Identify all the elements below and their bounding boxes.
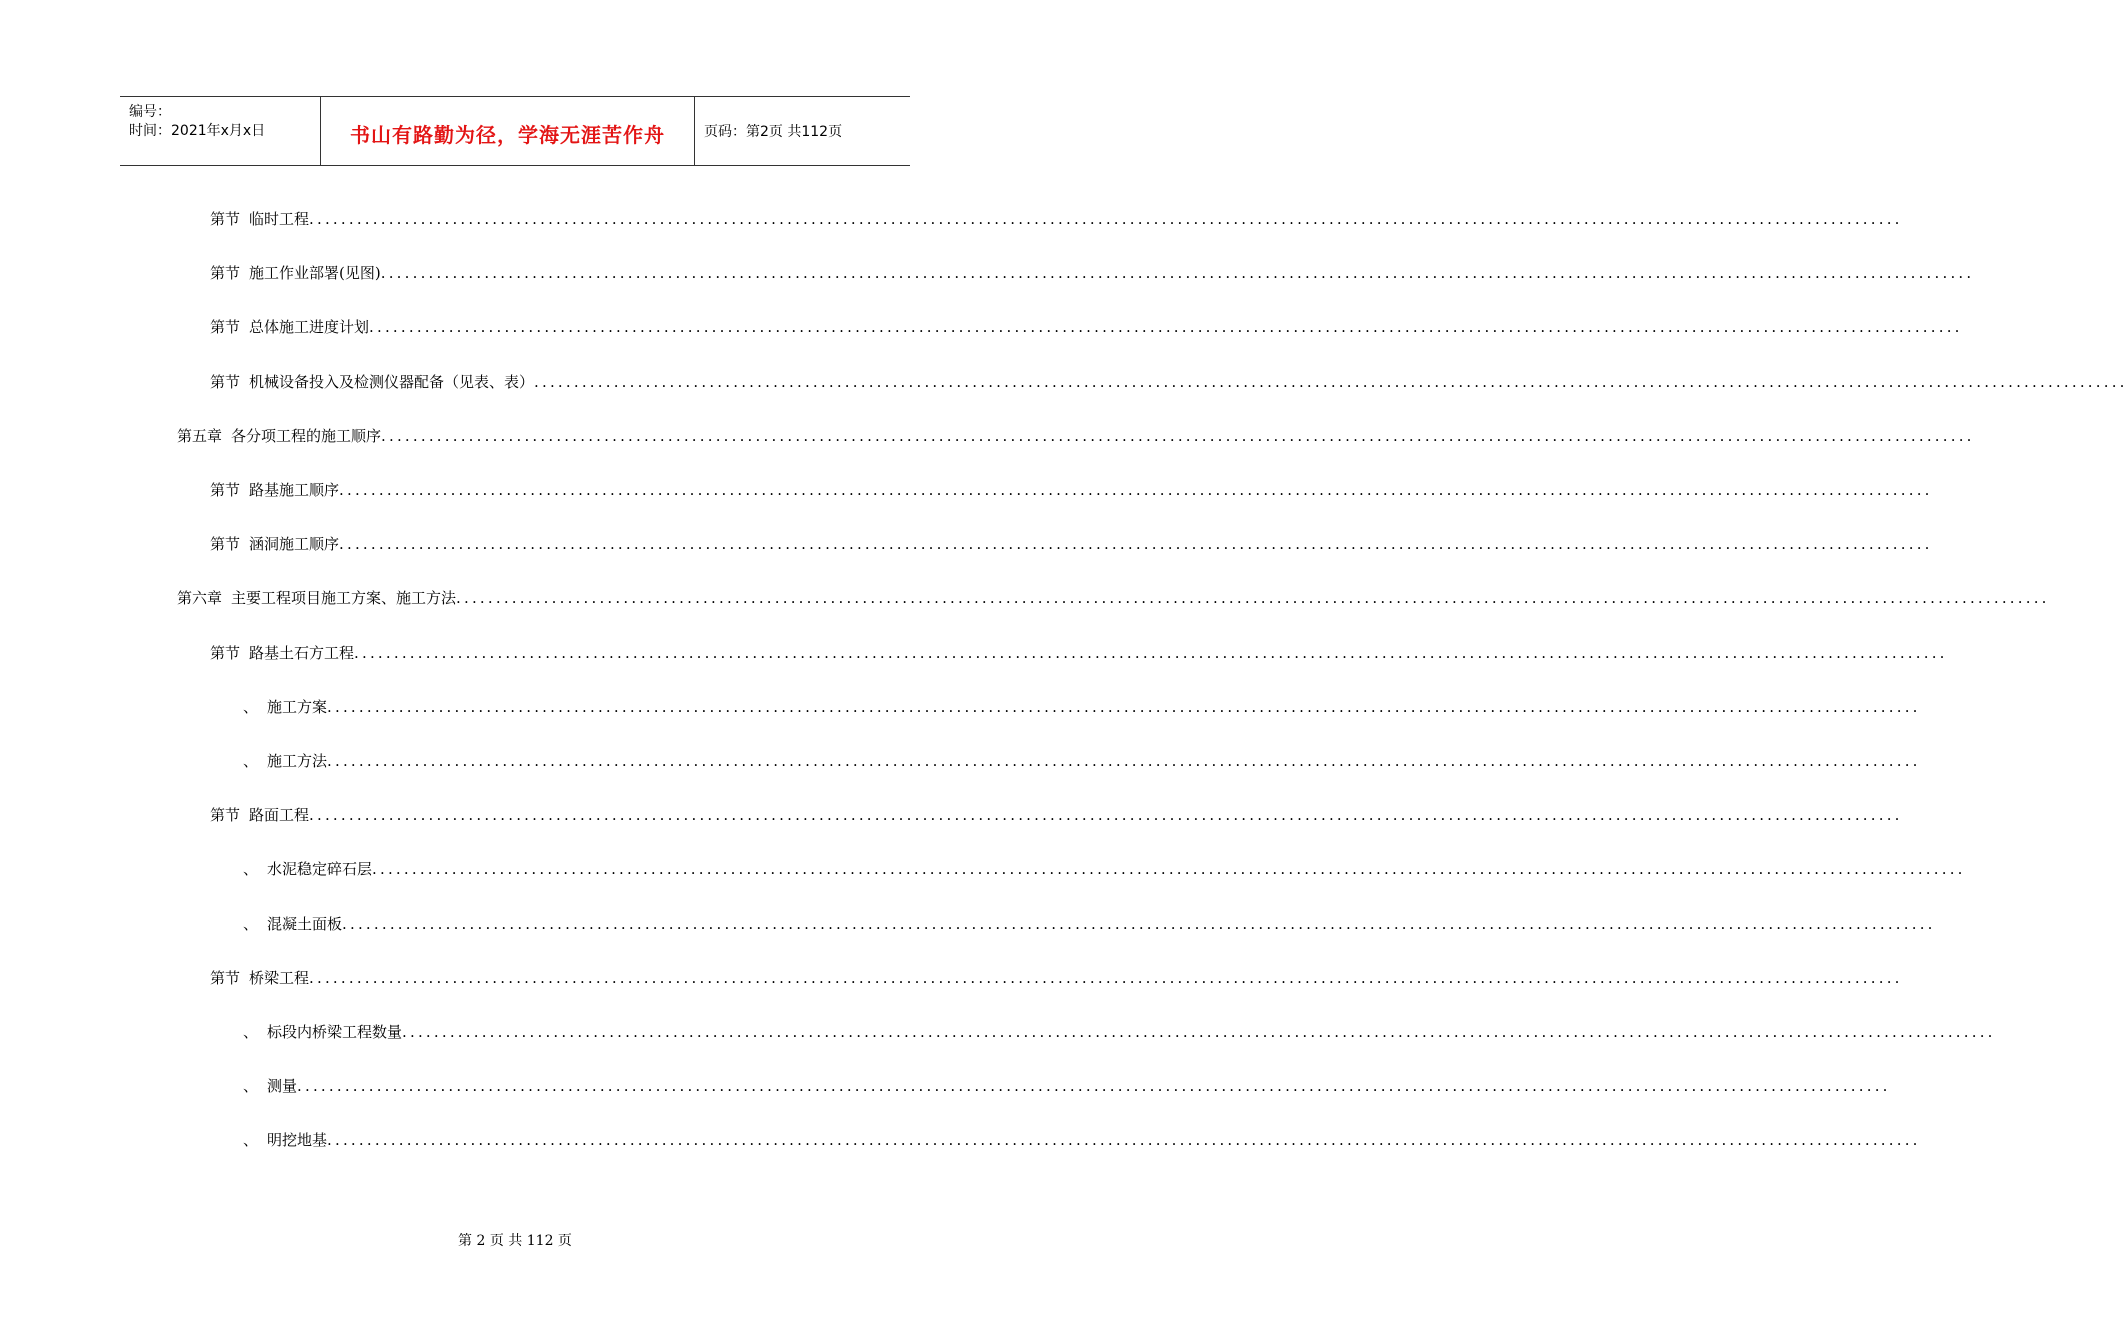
toc-entry-label bbox=[243, 1129, 327, 1150]
toc-entry bbox=[210, 804, 1903, 826]
toc-entry-title: 施工方法 bbox=[267, 752, 328, 770]
header-page-cell bbox=[695, 97, 910, 165]
toc-entry-title: 施工方案 bbox=[267, 697, 328, 716]
page-footer: 第 2 页 共 112 页 bbox=[458, 1233, 572, 1249]
toc-entry-prefix: 第节 bbox=[210, 372, 241, 391]
toc-entry-title: 路面工程 bbox=[249, 806, 310, 825]
toc-entry-title: 水泥稳定碎石层 bbox=[267, 860, 373, 879]
toc-entry bbox=[177, 587, 2050, 609]
toc-entry-prefix: 、 bbox=[243, 1131, 259, 1150]
toc-entry bbox=[210, 208, 1903, 230]
toc-entry-title: 机械设备投入及检测仪器配备（见表、表） bbox=[249, 372, 535, 391]
header-motto-cell bbox=[321, 97, 695, 165]
toc-entry-label bbox=[210, 967, 309, 988]
toc-entry-label bbox=[210, 208, 309, 229]
toc-entry bbox=[243, 913, 1936, 935]
toc-entry-prefix: 第五章 bbox=[177, 426, 223, 445]
document-time-label: 时间：2021年x月x日 bbox=[129, 123, 266, 139]
toc-entry-label bbox=[243, 696, 327, 717]
toc-entry bbox=[243, 1075, 1891, 1097]
toc-entry-label bbox=[243, 858, 372, 879]
toc-entry-prefix: 、 bbox=[243, 1077, 259, 1096]
toc-entry bbox=[210, 967, 1903, 989]
toc-entry bbox=[177, 425, 1975, 447]
toc-entry-label bbox=[243, 913, 342, 934]
toc-dot-leader: ........................................................................................................................................................................................................ bbox=[402, 1023, 1996, 1041]
toc-entry-prefix: 第节 bbox=[210, 806, 241, 825]
toc-entry bbox=[243, 1021, 1996, 1043]
toc-dot-leader: ........................................................................................................................................................................................................ bbox=[297, 1077, 1891, 1096]
toc-entry-prefix: 第节 bbox=[210, 318, 241, 337]
toc-entry-label bbox=[210, 642, 354, 663]
toc-entry-prefix: 第节 bbox=[210, 968, 241, 987]
toc-entry bbox=[210, 642, 1948, 664]
toc-entry bbox=[243, 1129, 1921, 1151]
toc-entry-label bbox=[210, 371, 534, 392]
toc-entry-title: 各分项工程的施工顺序 bbox=[231, 426, 382, 445]
header-meta-cell bbox=[120, 97, 321, 165]
toc-entry-label bbox=[210, 804, 309, 825]
header-page-info: 页码：第2页 共112页 bbox=[704, 124, 843, 140]
toc-entry-label bbox=[177, 587, 456, 608]
header-motto: 书山有路勤为径，学海无涯苦作舟 bbox=[350, 122, 665, 147]
toc-dot-leader: ........................................................................................................................................................................................................ bbox=[327, 1131, 1921, 1150]
toc-entry bbox=[210, 371, 2128, 393]
toc-entry-prefix: 、 bbox=[243, 697, 259, 716]
toc-dot-leader: ........................................................................................................................................................................................................ bbox=[327, 697, 1921, 716]
toc-dot-leader: ........................................................................................................................................................................................................ bbox=[381, 426, 1975, 445]
toc-entry-label bbox=[243, 750, 327, 771]
toc-entry-prefix: 、 bbox=[243, 752, 259, 770]
toc-entry-title: 总体施工进度计划 bbox=[249, 318, 370, 337]
toc-entry bbox=[243, 750, 1921, 772]
toc-entry-title: 施工作业部署(见图) bbox=[249, 264, 381, 283]
toc-entry-prefix: 第节 bbox=[210, 264, 241, 283]
toc-dot-leader: ........................................................................................................................................................................................................ bbox=[354, 643, 1948, 662]
toc-dot-leader: ........................................................................................................................................................................................................ bbox=[380, 264, 1975, 283]
document-number-label: 编号： bbox=[129, 104, 171, 120]
toc-entry-prefix: 、 bbox=[243, 860, 259, 879]
toc-entry bbox=[210, 479, 1933, 501]
toc-entry-label bbox=[210, 479, 339, 500]
toc-entry-title: 测量 bbox=[267, 1077, 298, 1096]
toc-entry-title: 桥梁工程 bbox=[249, 968, 310, 987]
toc-entry-title: 混凝土面板 bbox=[267, 914, 343, 933]
toc-entry-title: 标段内桥梁工程数量 bbox=[267, 1023, 403, 1041]
toc-entry-label bbox=[243, 1021, 402, 1042]
toc-dot-leader: ........................................................................................................................................................................................................ bbox=[309, 210, 1903, 228]
toc-entry-prefix: 第节 bbox=[210, 643, 241, 662]
toc-entry-label bbox=[210, 316, 369, 337]
toc-dot-leader: ........................................................................................................................................................................................................ bbox=[534, 372, 2128, 391]
toc-entry-label bbox=[177, 425, 381, 446]
toc-dot-leader: ........................................................................................................................................................................................................ bbox=[339, 481, 1933, 499]
toc-entry bbox=[243, 696, 1921, 718]
toc-dot-leader: ........................................................................................................................................................................................................ bbox=[372, 860, 1966, 879]
toc-entry-title: 路基土石方工程 bbox=[249, 643, 355, 662]
page-header bbox=[120, 96, 910, 166]
toc-entry-label bbox=[243, 1075, 297, 1096]
toc-entry-title: 路基施工顺序 bbox=[249, 481, 340, 499]
toc-dot-leader: ........................................................................................................................................................................................................ bbox=[309, 968, 1903, 987]
toc-entry-prefix: 第节 bbox=[210, 210, 241, 228]
toc-entry-title: 临时工程 bbox=[249, 210, 310, 228]
toc-entry-title: 主要工程项目施工方案、施工方法 bbox=[231, 589, 457, 608]
toc-entry bbox=[210, 316, 1963, 338]
toc-entry-title: 涵洞施工顺序 bbox=[249, 535, 340, 554]
toc-entry-prefix: 、 bbox=[243, 914, 259, 933]
toc-dot-leader: ........................................................................................................................................................................................................ bbox=[327, 752, 1921, 770]
toc-entry-label bbox=[210, 262, 381, 283]
toc-dot-leader: ........................................................................................................................................................................................................ bbox=[309, 806, 1903, 825]
toc-dot-leader: ........................................................................................................................................................................................................ bbox=[342, 914, 1936, 933]
toc-entry-prefix: 第六章 bbox=[177, 589, 223, 608]
toc-entry bbox=[243, 858, 1966, 880]
toc-entry-label bbox=[210, 533, 339, 554]
toc-entry bbox=[210, 533, 1933, 555]
toc-dot-leader: ........................................................................................................................................................................................................ bbox=[369, 318, 1963, 337]
toc-entry-prefix: 第节 bbox=[210, 481, 241, 499]
toc-entry-prefix: 第节 bbox=[210, 535, 241, 554]
toc-entry-prefix: 、 bbox=[243, 1023, 259, 1041]
toc-dot-leader: ........................................................................................................................................................................................................ bbox=[339, 535, 1933, 554]
toc-entry bbox=[210, 262, 1975, 284]
toc-dot-leader: ........................................................................................................................................................................................................ bbox=[456, 589, 2050, 608]
toc-entry-title: 明挖地基 bbox=[267, 1131, 328, 1150]
